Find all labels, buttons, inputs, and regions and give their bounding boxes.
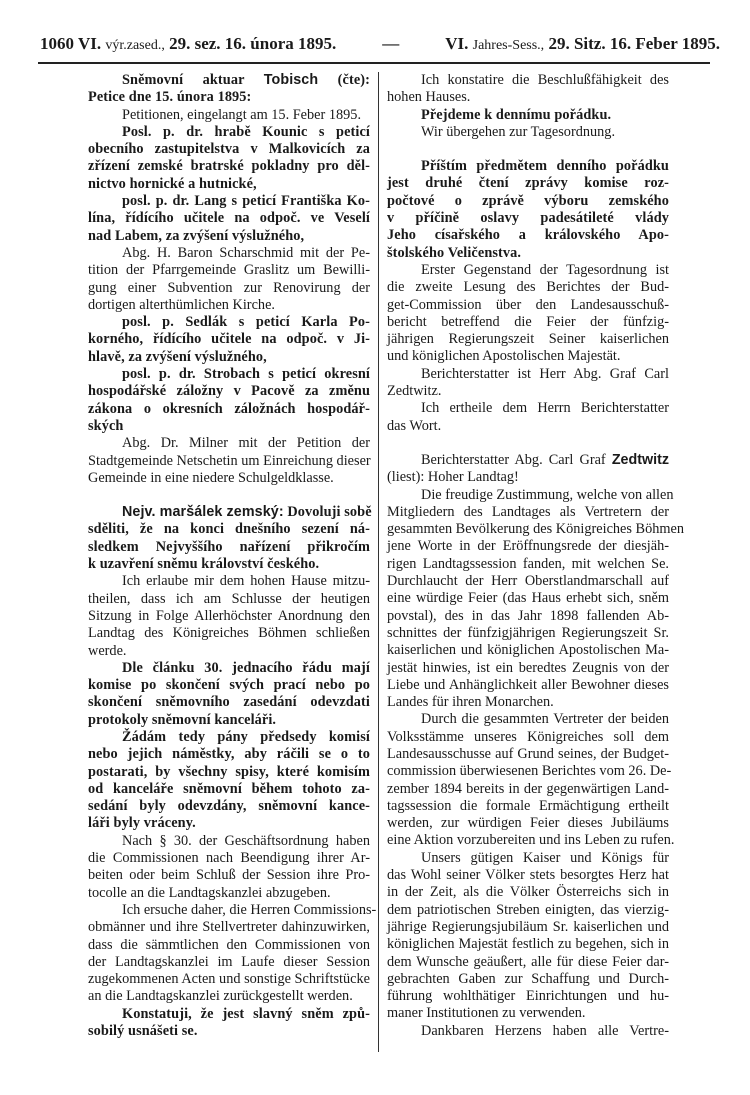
section-gap — [387, 435, 669, 452]
paragraph — [88, 107, 370, 124]
text-line: dortigen alterthümlichen Kirche. — [88, 296, 275, 313]
text-line: maner Institutionen zu verwenden. — [387, 1005, 586, 1022]
text-line: od kanceláře sněmovní během tohoto za- — [88, 780, 370, 797]
text-line: zákona o okresních záložnách hospodář- — [88, 400, 370, 417]
speaker-name: Nejv. maršálek zemský: — [122, 504, 284, 521]
text-line: posl. p. dr. Lang s peticí Františka Ko- — [122, 193, 370, 210]
text-line: tocolle an die Landtagskanzlei abzugeben. — [88, 884, 331, 901]
paragraph — [387, 486, 684, 712]
text-line: das Wort. — [387, 417, 442, 434]
text-line: Dle článku 30. jednacího řádu mají — [122, 659, 370, 676]
text-line: počtové o zprávě výboru zemského — [387, 192, 669, 209]
speaker-name: Tobisch — [263, 72, 319, 88]
text-line: sledkem Nejvyššího nařízení přikročím — [88, 538, 370, 555]
text-line: zember 1894 bereits in der gegenwärtigen Land- — [387, 780, 669, 797]
text-line: Jeho císařského a královského Apo- — [387, 227, 669, 244]
text-line: zřízení zemské bratrské pokladny pro děl- — [88, 158, 370, 175]
header-session: VI. — [77, 34, 102, 53]
paragraph — [88, 245, 370, 314]
text-line: korného, řídícího učitele na odpoč. v Ji- — [88, 331, 370, 348]
header-dash: — — [382, 34, 400, 53]
text-line: skončení sněmovního zasedání odevzdati — [88, 694, 370, 711]
text-line: jährigen Regierungszeit Seiner kaiserlichen — [387, 331, 669, 348]
paragraph — [387, 850, 669, 1023]
text-line: Gemeinde in eine niedere Schulgeldklasse. — [88, 469, 334, 486]
text-line: Nejv. maršálek zemský: Dovoluji sobě — [122, 504, 372, 521]
paragraph — [387, 711, 675, 849]
text-line: Nach § 30. der Geschäftsordnung haben — [122, 832, 370, 849]
text-line: Ich erlaube mir dem hohen Hause mitzu- — [122, 573, 370, 590]
paragraph — [88, 366, 370, 435]
text-line: Durchlaucht der Herr Oberstlandmarschall auf — [387, 573, 669, 590]
paragraph — [88, 1006, 370, 1041]
text-line: dem patriotischen Streben einigten, das vierzig- — [387, 901, 669, 918]
text-line: gebrachten Gaben zur Schaffung und Durch- — [387, 970, 669, 987]
paragraph — [387, 72, 669, 107]
text-line: Posl. p. dr. hrabě Kounic s peticí — [122, 123, 370, 140]
text-line: nictvo hornické a hutnické, — [88, 175, 257, 192]
text-line: Erster Gegenstand der Tagesordnung ist — [421, 261, 669, 278]
text-line: sobilý usnášeti se. — [88, 1023, 198, 1040]
text-line: schnittes der fünfzigjährigen Regierungszeit Sr. — [387, 624, 669, 641]
text-line: lína, řídícího učitele na odpoč. ve Veselí — [88, 210, 370, 227]
header-right — [445, 34, 720, 54]
text-line: Konstatuji, že jest slavný sněm způ- — [122, 1005, 370, 1022]
text-line: posl. p. dr. Strobach s peticí okresní — [122, 366, 370, 383]
text-line: Sněmovní aktuar Tobisch (čte): — [122, 72, 370, 88]
header-session: VI. — [445, 34, 469, 53]
paragraph — [387, 452, 669, 487]
text-line: werden, zur würdigen Feier dieses Jubiläums — [387, 815, 669, 832]
paragraph — [387, 124, 669, 141]
paragraph — [387, 366, 669, 401]
text-line: in der Zeit, als die Völker Österreichs sich in — [387, 884, 669, 901]
paragraph — [387, 262, 669, 366]
paragraph — [88, 504, 370, 573]
section-gap — [88, 487, 370, 504]
text-line: Abg. Dr. Milner mit der Petition der — [122, 435, 370, 452]
text-line: das Wohl seiner Völker stets besorgtes Herz hat — [387, 867, 669, 884]
left-column — [88, 72, 377, 1040]
text-line: beiten oder beim Schluß der Session ihre Pro- — [88, 867, 370, 884]
paragraph — [88, 729, 370, 833]
paragraph — [387, 158, 669, 262]
text-line: eine würdige Feier (das Haus erhebt sich, sněm — [387, 590, 669, 607]
text-line: k uzavření sněmu království českého. — [88, 556, 320, 573]
text-line: obecního zastupitelstva v Malkovicích za — [88, 141, 370, 158]
header-date-cs: 29. sez. 16. února 1895. — [169, 34, 337, 53]
text-line: tagssession die formale Ermächtigung ertheilt — [387, 797, 669, 814]
text-line: posl. p. Sedlák s peticí Karla Po- — [122, 314, 370, 331]
paragraph — [88, 435, 370, 487]
text-line: Žádám tedy pány předsedy komisí — [122, 728, 370, 745]
text-line: Ich ersuche daher, die Herren Commissions- — [122, 901, 377, 918]
text-line: Berichterstatter Abg. Carl Graf Zedtwitz — [421, 451, 669, 468]
text-line: gesammten Bevölkerung des Königreiches Böhmen — [387, 521, 684, 538]
text-line: dem Wunsche geäußert, alle für diese Feier dar- — [387, 953, 669, 970]
running-header — [40, 34, 720, 54]
text-line: Stadtgemeinde Netschetin um Einreichung dieser — [88, 452, 371, 469]
text-line: jest druhé čtení zprávy komise roz- — [387, 175, 669, 192]
paragraph — [88, 314, 370, 366]
text-line: und königlichen Apostolischen Majestät. — [387, 348, 621, 365]
text-line: gung einer Subvention zur Renovirung der — [88, 279, 370, 296]
text-line: die zweite Lesung des Berichtes der Bud- — [387, 279, 669, 296]
text-line: Příštím předmětem denního pořádku — [421, 158, 669, 175]
text-line: protokoly sněmovní kanceláři. — [88, 711, 277, 728]
text-line: führung wohlthätiger Einrichtungen und hu- — [387, 988, 669, 1005]
text-line: Volksstämme unseres Königreiches soll dem — [387, 728, 669, 745]
text-line: Landesausschusse auf Grund seines, der Budget- — [387, 745, 669, 762]
text-line: sedání byly odevzdány, sněmovní kance- — [88, 798, 370, 815]
text-line: zugekommenen Acten und sonstige Schriftstücke — [88, 971, 370, 988]
text-line: tition der Pfarrgemeinde Graslitz um Bewilli- — [88, 262, 370, 279]
text-line: hospodářské záložny v Pacově za změnu — [88, 383, 370, 400]
text-line: nad Labem, za zvýšení výslužného, — [88, 227, 305, 244]
text-line: jährige Regierungsjubiläum Sr. kaiserlichen und — [387, 918, 669, 935]
text-line: Berichterstatter ist Herr Abg. Graf Carl — [421, 365, 669, 382]
text-line: Mitgliedern des Landtages als Vertretern der — [387, 503, 669, 520]
header-date-de: 29. Sitz. 16. Feber 1895. — [548, 34, 720, 53]
text-line: nebo jejich náměstky, aby ráčili se o to — [88, 746, 370, 763]
text-line: königlichen Majestät festlich zu begehen, sich in — [387, 936, 669, 953]
text-line: kaiserlichen und königlichen Apostolischen Ma- — [387, 642, 669, 659]
text-line: jene Worte in der Eröffnungsrede der diesjäh- — [387, 538, 669, 555]
header-small: výr.zased., — [105, 38, 165, 53]
text-line: postarati, by všechny spisy, které komisím — [88, 763, 370, 780]
text-line: Přejdeme k dennímu pořádku. — [421, 106, 612, 123]
text-line: dass die sämmtlichen den Commissionen von — [88, 936, 370, 953]
text-line: Dankbaren Herzens haben alle Vertre- — [421, 1022, 669, 1039]
text-line: jestät hinwies, ist ein beredtes Zeugnis von der — [387, 659, 669, 676]
text-line: Landtag des Königreiches Böhmen schließen — [88, 625, 370, 642]
paragraph — [88, 901, 377, 1006]
text-line: Unsers gütigen Kaiser und Königs für — [421, 849, 669, 866]
text-line: an die Landtagskanzlei zurückgestellt werden. — [88, 988, 353, 1005]
text-line: get-Commission über den Landesausschuß- — [387, 296, 669, 313]
section-gap — [387, 141, 669, 158]
text-line: eine Aktion vorzubereiten und ins Leben zu rufen. — [387, 832, 675, 849]
text-line: Ich ertheile dem Herrn Berichterstatter — [421, 400, 669, 417]
text-line: hohen Hauses. — [387, 89, 471, 106]
text-line: Wir übergehen zur Tagesordnung. — [421, 123, 616, 140]
paragraph — [387, 400, 669, 435]
paragraph — [387, 1023, 669, 1040]
text-line: v příčině oslavy padesátileté vlády — [387, 210, 669, 227]
paragraph — [88, 660, 370, 729]
header-rule — [38, 62, 710, 64]
header-small: Jahres-Sess., — [472, 38, 545, 53]
text-line: láři byly vráceny. — [88, 815, 196, 832]
text-line: sděliti, že na konci dnešního sezení ná- — [88, 521, 370, 538]
paragraph — [88, 833, 370, 902]
text-line: Zedtwitz. — [387, 383, 442, 400]
text-line: Ich konstatire die Beschlußfähigkeit des — [421, 72, 669, 88]
text-line: der Landtagskanzlei im Laufe dieser Session — [88, 953, 370, 970]
text-line: theilen, dass ich am Schlusse der heutigen — [88, 590, 370, 607]
paragraph — [88, 72, 370, 107]
speaker-name: Zedtwitz — [611, 451, 669, 468]
text-line: commission überwiesenen Berichtes vom 26. De- — [387, 763, 672, 780]
text-line: Petice dne 15. února 1895: — [88, 89, 252, 106]
text-line: Landes für ihren Monarchen. — [387, 694, 554, 711]
text-line: komise po skončení svých prací nebo po — [88, 677, 370, 694]
paragraph — [88, 124, 370, 193]
column-divider — [378, 72, 379, 1052]
paragraph — [88, 193, 370, 245]
paragraph — [387, 107, 669, 124]
text-line: obmänner und ihre Stellvertreter dahinzuwirken, — [88, 919, 370, 936]
text-line: Liebe und Anhänglichkeit aller Bewohner dieses — [387, 676, 669, 693]
text-line: werde. — [88, 642, 127, 659]
text-line: ských — [88, 417, 124, 434]
text-line: Die freudige Zustimmung, welche von allen — [421, 486, 674, 503]
text-line: štolského Veličenstva. — [387, 244, 522, 261]
text-line: Abg. H. Baron Scharschmid mit der Pe- — [122, 244, 370, 261]
paragraph — [88, 573, 370, 659]
text-line: Sitzung in Folge Allerhöchster Anordnung den — [88, 607, 370, 624]
text-line: povstal), des in das Jahr 1898 fallenden Ab- — [387, 607, 669, 624]
text-line: rigen Landtagssession fanden, mit welchen Se. — [387, 555, 669, 572]
text-line: die Commissionen nach Beendigung ihrer Ar- — [88, 850, 370, 867]
page-number: 1060 — [40, 34, 74, 53]
text-line: bericht betreffend die Feier der fünfzig- — [387, 313, 669, 330]
text-line: Petitionen, eingelangt am 15. Feber 1895. — [122, 106, 362, 123]
text-line: (liest): Hoher Landtag! — [387, 469, 519, 486]
right-column — [387, 72, 684, 1040]
text-line: hlavě, za zvýšení výslužného, — [88, 348, 267, 365]
text-line: Durch die gesammten Vertreter der beiden — [421, 711, 669, 728]
header-left — [40, 34, 336, 54]
